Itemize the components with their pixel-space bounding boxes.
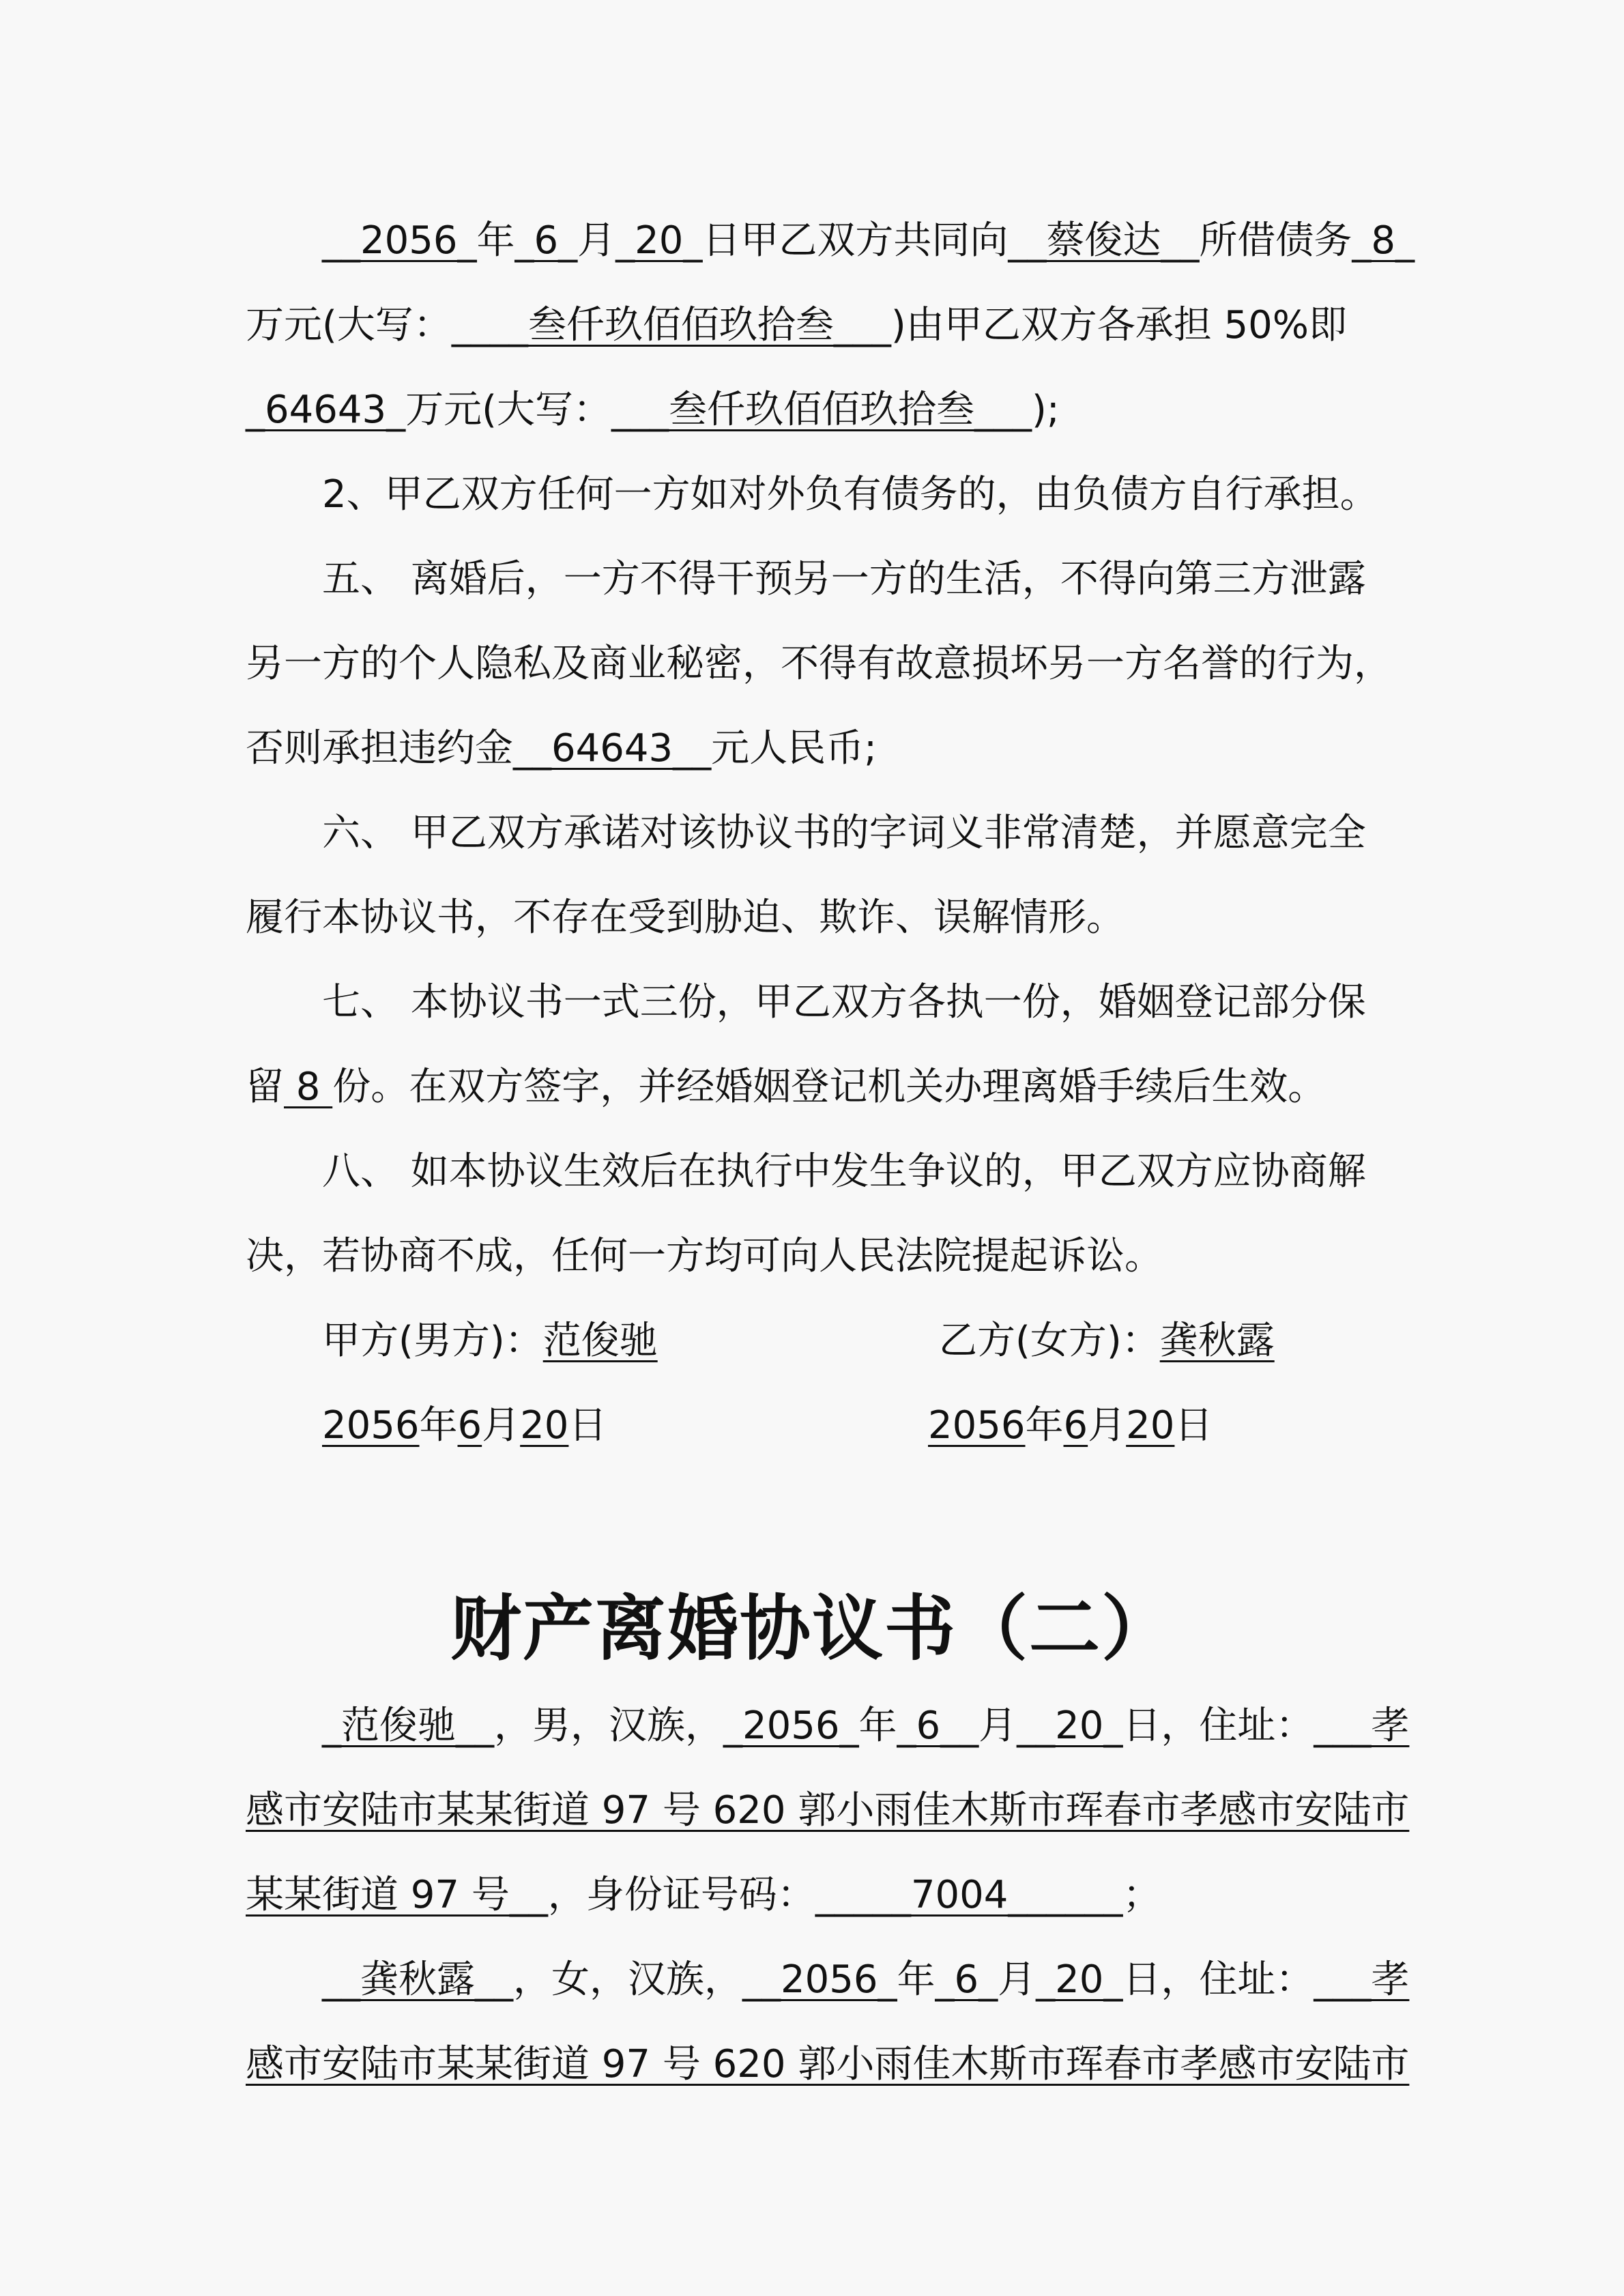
party-a-info-line-1: _范俊驰__，男，汉族，_2056_年_6__月__20_日，住址：___孝	[322, 1704, 1410, 1748]
clause-8-line-1: 八、 如本协议生效后在执行中发生争议的，甲乙双方应协商解	[322, 1149, 1366, 1194]
debt-amount: _8_	[1352, 218, 1415, 263]
clause-5-line-3: 否则承担违约金__64643__元人民币;	[246, 726, 878, 771]
party-a-info-line-3: 某某街道 97 号__，身份证号码：_____7004______；	[246, 1873, 1161, 1917]
party-b-name: 龚秋露	[1159, 1319, 1275, 1363]
clause-8-line-2: 决，若协商不成，任何一方均可向人民法院提起诉讼。	[246, 1234, 1163, 1278]
party-a-id-number: _____7004______	[815, 1873, 1123, 1917]
party-a-info-line-2	[246, 1783, 1410, 1838]
debt-line-2: 万元(大写：____叁仟玖佰佰玖拾叁___)由甲乙双方各承担 50%即	[246, 303, 1347, 347]
debt-share-capital: ___叁仟玖佰佰玖拾叁___	[611, 388, 1032, 432]
copies-count: 8	[284, 1065, 333, 1109]
party-a-name: 范俊驰	[542, 1319, 658, 1363]
debt-date-year: __2056_	[322, 218, 477, 263]
debt-line-3: _64643_万元(大写：___叁仟玖佰佰玖拾叁___);	[246, 388, 1060, 432]
party-b-address: 感市安陆市某某街道 97 号 620 郭小雨佳木斯市珲春市孝感市安陆市	[246, 2042, 1410, 2086]
debt-amount-capital: ____叁仟玖佰佰玖拾叁___	[451, 303, 891, 347]
debt-line-1: __2056_年_6_月_20_日甲乙双方共同向__蔡俊达__所借债务_8_	[322, 218, 1415, 263]
party-b-info-line-2	[246, 2037, 1410, 2092]
party-a-address-start: ___孝	[1314, 1704, 1410, 1748]
party-b-sign-date: 2056年6月20日	[928, 1403, 1213, 1448]
party-a-info-name: _范俊驰__	[322, 1704, 494, 1748]
debt-item-2: 2、甲乙双方任何一方如对外负有债务的，由负债方自行承担。	[322, 472, 1378, 517]
creditor-name: __蔡俊达__	[1008, 218, 1200, 263]
party-b-info-name: __龚秋露__	[322, 1957, 513, 2002]
party-a-signature: 甲方(男方)：范俊驰	[322, 1319, 658, 1363]
debt-date-month: _6_	[514, 218, 578, 263]
clause-6-line-1: 六、 甲乙双方承诺对该协议书的字词义非常清楚，并愿意完全	[322, 811, 1366, 855]
second-agreement-title: 财产离婚协议书（二）	[450, 1587, 1174, 1670]
party-b-address-start: ___孝	[1314, 1957, 1410, 2002]
clause-7-line-2: 留 8 份。在双方签字，并经婚姻登记机关办理离婚手续后生效。	[246, 1065, 1326, 1109]
clause-5-line-2: 另一方的个人隐私及商业秘密，不得有故意损坏另一方名誉的行为，	[246, 642, 1392, 686]
clause-6-line-2: 履行本协议书，不存在受到胁迫、欺诈、误解情形。	[246, 895, 1125, 940]
party-b-signature: 乙方(女方)：龚秋露	[939, 1319, 1275, 1363]
clause-5-line-1: 五、 离婚后，一方不得干预另一方的生活，不得向第三方泄露	[322, 557, 1366, 601]
debt-date-day: _20_	[615, 218, 703, 263]
clause-7-line-1: 七、 本协议书一式三份，甲乙双方各执一份，婚姻登记部分保	[322, 980, 1366, 1024]
party-a-address: 感市安陆市某某街道 97 号 620 郭小雨佳木斯市珲春市孝感市安陆市	[246, 1788, 1410, 1833]
party-b-info-line-1: __龚秋露__，女，汉族，__2056_年_6_月_20_日，住址：___孝	[322, 1957, 1410, 2002]
penalty-amount: __64643__	[513, 726, 712, 771]
party-a-sign-date: 2056年6月20日	[322, 1403, 607, 1448]
debt-share-amount: _64643_	[246, 388, 406, 432]
